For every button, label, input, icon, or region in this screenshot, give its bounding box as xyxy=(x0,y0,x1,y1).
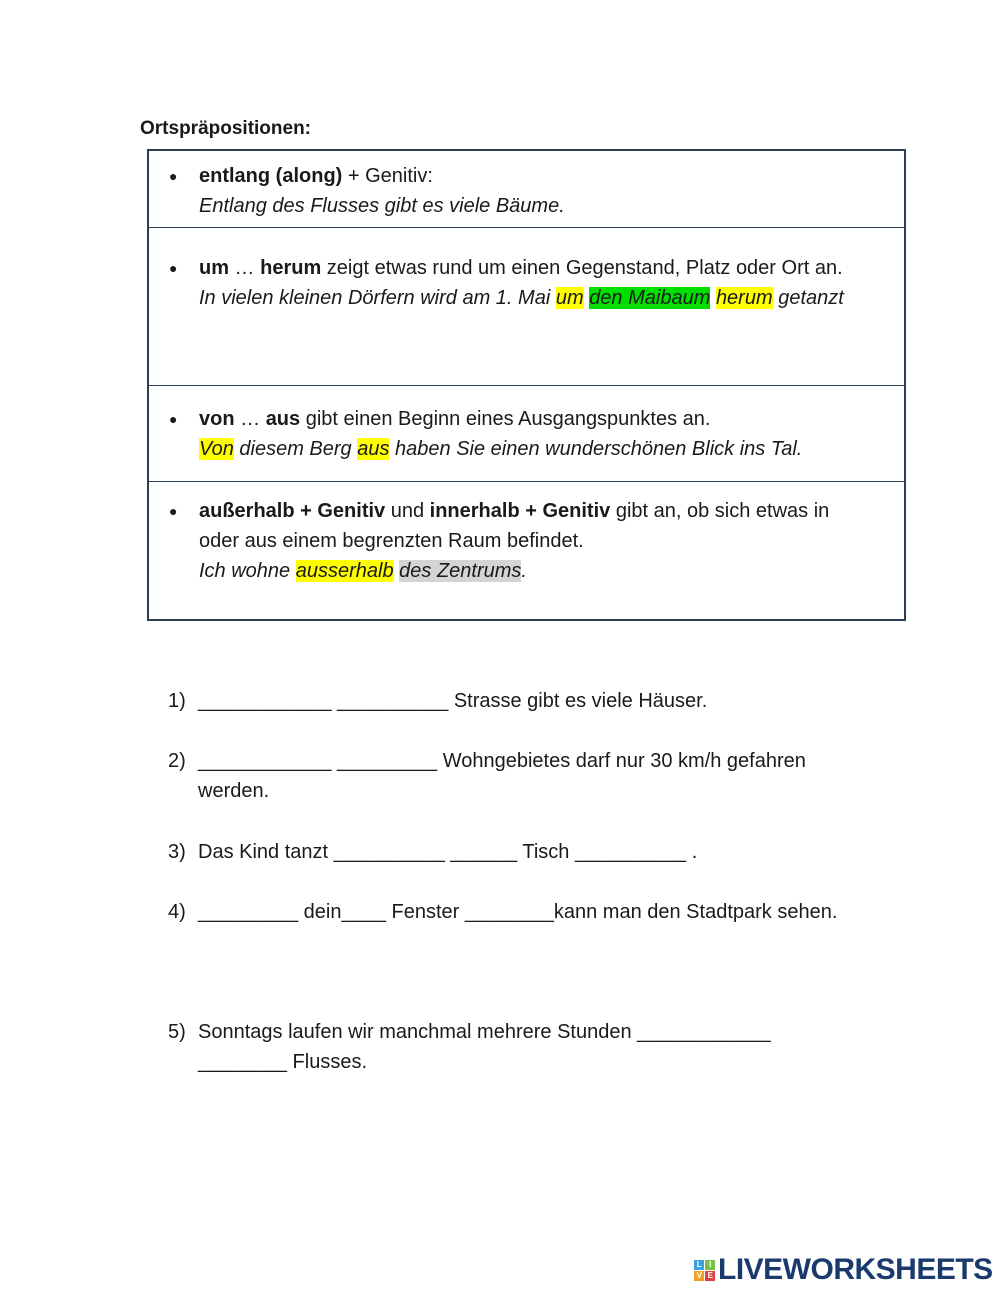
rule-text: und xyxy=(385,500,430,522)
exercise-number: 3) xyxy=(168,841,186,863)
highlighted-text: des Zentrums xyxy=(399,560,522,582)
page-title: Ortspräpositionen: xyxy=(140,118,312,139)
rule-item xyxy=(199,161,869,221)
highlighted-text: um xyxy=(555,287,584,309)
exercise-item[interactable] xyxy=(168,1017,858,1077)
bullet-icon: ● xyxy=(169,411,178,427)
divider xyxy=(147,385,906,386)
rule-text: gibt einen Beginn eines Ausgangspunktes an. xyxy=(300,408,711,430)
example-text: Ich wohne xyxy=(199,560,296,582)
bullet-icon: ● xyxy=(169,260,178,276)
exercise-text[interactable]: ____________ __________ Strasse gibt es viele Häuser. xyxy=(198,690,708,712)
highlighted-text: ausserhalb xyxy=(295,560,394,582)
rule-item xyxy=(199,253,869,313)
exercise-number: 5) xyxy=(168,1021,186,1043)
rule-text: zeigt etwas rund um einen Gegenstand, Platz oder Ort an. xyxy=(321,257,843,279)
exercise-number: 4) xyxy=(168,901,186,923)
highlighted-text: Von xyxy=(199,438,234,460)
rule-text: + Genitiv: xyxy=(342,165,433,187)
divider xyxy=(147,481,906,482)
preposition-keyword: außerhalb + Genitiv xyxy=(199,500,386,522)
logo-tile: L xyxy=(694,1260,704,1270)
liveworksheets-logo[interactable] xyxy=(694,1253,993,1287)
exercise-item[interactable] xyxy=(168,837,858,867)
logo-icon xyxy=(694,1260,715,1281)
exercise-item[interactable] xyxy=(168,897,858,927)
rule-description xyxy=(199,496,869,556)
rule-text: … xyxy=(229,257,261,279)
rule-text: … xyxy=(234,408,266,430)
rule-description xyxy=(199,404,869,434)
rule-example xyxy=(199,556,869,586)
example-text: haben Sie einen wunderschönen Blick ins Tal xyxy=(389,438,797,460)
preposition-keyword: um xyxy=(199,257,229,279)
exercise-item[interactable] xyxy=(168,746,858,806)
rule-text: gibt an, ob sich etwas in oder aus einem begrenzten Raum befindet. xyxy=(199,500,830,552)
example-text: getanzt xyxy=(772,287,844,309)
rule-item xyxy=(199,496,869,586)
logo-tile: V xyxy=(694,1271,704,1281)
rule-example xyxy=(199,434,869,464)
divider xyxy=(147,227,906,228)
rule-example xyxy=(199,283,869,313)
preposition-keyword: aus xyxy=(265,408,301,430)
example-text: . xyxy=(796,438,803,460)
exercise-text[interactable]: Sonntags laufen wir manchmal mehrere Stunden ____________ ________ Flusses. xyxy=(198,1021,771,1073)
rule-description xyxy=(199,161,869,191)
preposition-keyword: entlang (along) xyxy=(199,165,343,187)
rules-box xyxy=(147,149,906,621)
exercise-text[interactable]: ____________ _________ Wohngebietes darf nur 30 km/h gefahren werden. xyxy=(198,750,806,802)
logo-tile: E xyxy=(705,1271,715,1281)
highlighted-text: aus xyxy=(357,438,390,460)
rule-example xyxy=(199,191,869,221)
preposition-keyword: von xyxy=(199,408,235,430)
bullet-icon: ● xyxy=(169,503,178,519)
preposition-keyword: herum xyxy=(260,257,322,279)
highlighted-text: herum xyxy=(715,287,773,309)
example-text: diesem Berg xyxy=(233,438,358,460)
exercise-number: 1) xyxy=(168,690,186,712)
example-text: Entlang des Flusses gibt es viele Bäume xyxy=(199,195,560,217)
rule-item xyxy=(199,404,869,464)
rule-description xyxy=(199,253,869,283)
exercise-item[interactable] xyxy=(168,686,858,716)
bullet-icon: ● xyxy=(169,168,178,184)
example-text: . xyxy=(521,560,527,582)
example-text: . xyxy=(559,195,565,217)
logo-text: LIVEWORKSHEETS xyxy=(718,1253,993,1286)
logo-tile: I xyxy=(705,1260,715,1270)
highlighted-text: den Maibaum xyxy=(589,287,711,309)
preposition-keyword: innerhalb + Genitiv xyxy=(429,500,611,522)
example-text: In vielen kleinen Dörfern wird am 1. Mai xyxy=(199,287,556,309)
exercise-number: 2) xyxy=(168,750,186,772)
exercise-text[interactable]: _________ dein____ Fenster ________kann man den Stadtpark sehen. xyxy=(198,901,838,923)
exercise-text[interactable]: Das Kind tanzt __________ ______ Tisch __________ . xyxy=(198,841,698,863)
